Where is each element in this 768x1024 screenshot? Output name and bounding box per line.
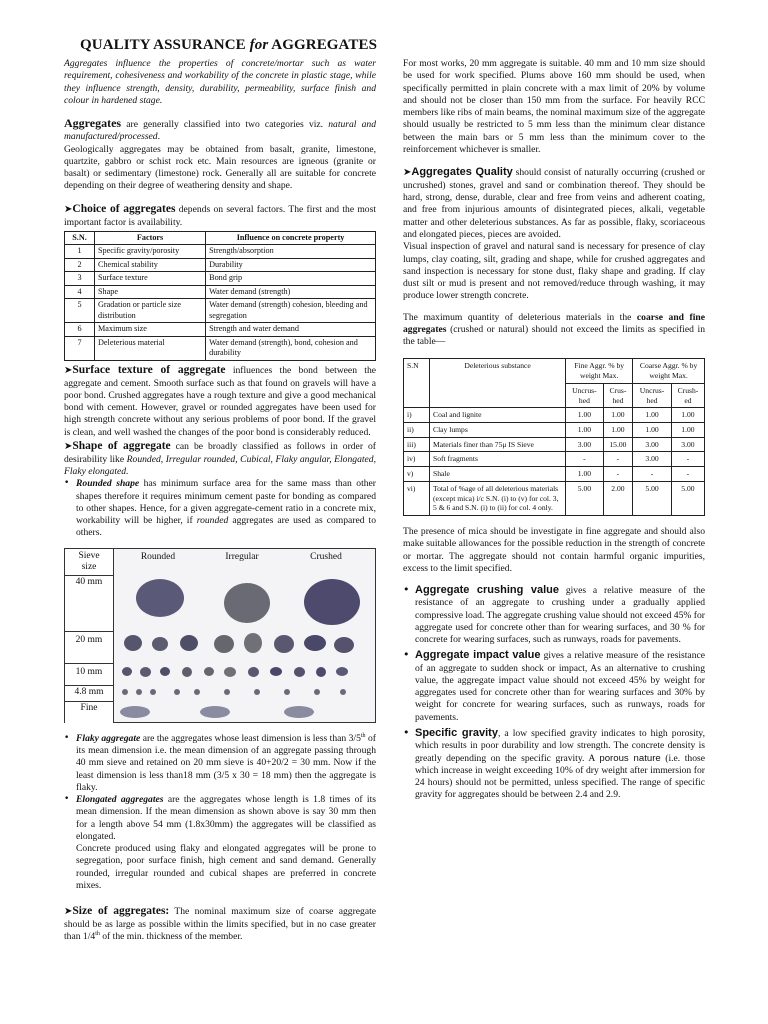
aggregate-stone	[180, 635, 198, 651]
flaky-text-end: of its mean dimension i.e. the mean dimension of an aggregate passing through 40 mm sieve and retained on 20 mm sieve is 40+20/2 = 30 mm. Now if the least dimension is less than18 mm (3/5 x 30 = 18 mm) then the aggregate is flaky.	[76, 732, 377, 793]
sieve-size-figure	[64, 548, 376, 723]
elongated-heading: Elongated aggregates	[76, 794, 164, 806]
title-for: for	[249, 37, 269, 53]
table-cell: vi)	[404, 481, 430, 515]
deleterious-text: The maximum quantity of deleterious materials in the	[403, 311, 637, 323]
aggregates-heading: Aggregates	[64, 116, 122, 131]
choice-paragraph	[64, 202, 376, 229]
aggregates-text-end: .	[157, 131, 161, 143]
table-cell: 1.00	[603, 422, 633, 437]
aggregate-stone	[274, 635, 294, 653]
deleterious-paragraph	[403, 312, 705, 349]
col-crushed-header: Crushed	[310, 551, 342, 562]
arrow-icon: ➤	[403, 167, 412, 179]
size-heading: Size of aggregates:	[72, 905, 170, 918]
aggregates-text: are generally classified into two categories viz.	[121, 119, 329, 131]
deleterious-text-end: (crushed or natural) should not exceed the limits as specified in the table—	[403, 323, 705, 348]
table-cell: 5.00	[633, 481, 672, 515]
arrow-icon: ➤	[64, 906, 73, 918]
aggregate-stone	[254, 689, 260, 695]
deleterious-bold: coarse and fine aggregates	[403, 311, 706, 335]
table-cell: 3	[65, 272, 95, 286]
gravity-porous: porous nature	[599, 752, 661, 764]
shape-paragraph	[64, 439, 376, 478]
factors-header-cell: S.N.	[65, 231, 95, 245]
table-cell: Surface texture	[95, 272, 206, 286]
table-row	[404, 437, 705, 452]
aggregate-stone	[214, 635, 234, 653]
table-cell: i)	[404, 408, 430, 423]
table-cell: 1.00	[603, 408, 633, 423]
left-column	[64, 28, 376, 944]
aggregate-stone	[304, 635, 326, 651]
table-cell: Water demand (strength) cohesion, bleeding and segregation	[206, 299, 376, 323]
aggregate-stone	[224, 689, 230, 695]
table-row	[65, 258, 376, 272]
row-fine-label: Fine	[65, 701, 113, 723]
aggregate-stone	[304, 579, 360, 625]
aggregate-stone	[124, 635, 142, 651]
table-cell: 6	[65, 323, 95, 337]
table-cell: 3.00	[566, 437, 604, 452]
table-cell: 1.00	[671, 422, 704, 437]
size-text: The nominal maximum size of coarse aggregate should be as large as possible within the limits specified, but in no case greater than 1/4	[64, 906, 376, 943]
intro-paragraph: Aggregates influence the properties of concrete/mortar such as water requirement, cohesiveness and workability of the concrete in plastic stage, while they influence strength, density, durability, permeability, surface finish and colour in hardened stage.	[64, 58, 376, 106]
flaky-bullet	[64, 733, 376, 795]
gravity-heading: Specific gravity	[415, 726, 498, 739]
aggregate-stone	[244, 633, 262, 653]
aggregate-stone	[136, 689, 142, 695]
table-cell: Durability	[206, 258, 376, 272]
table-cell: 2	[65, 258, 95, 272]
aggregate-stone	[204, 667, 214, 676]
table-row	[65, 323, 376, 337]
texture-text: influences the bond between the aggregate and cement. Smooth surface such as that found on gravels will have a poor bond. Crushed aggregates have a rough texture and give a good mechanical bond with cement. However, gravel or rounded aggregates have been used for high strength concrete without any serious problems of poor bond. If the gravel is clean, and well washed the changes of the poor bond is considerably reduced.	[64, 364, 376, 438]
table-cell: Clay lumps	[430, 422, 566, 437]
table-cell: 5	[65, 299, 95, 323]
gravity-text-end: (i.e. those which increase in weight exceeding 10% of dry weight after immersion for 24 hours) should not be permitted, unless specified. The range of specific gravity for aggregates should be between 2.4 and 2.9.	[415, 752, 706, 801]
table-cell: Maximum size	[95, 323, 206, 337]
table-cell: -	[671, 467, 704, 482]
choice-text: depends on several factors. The first and the most important factor is availability.	[64, 203, 377, 228]
crushing-text: gives a relative measure of the resistance of an aggregate to crushing under a gradually applied compressive load. The aggregate crushing value should not exceed 45% for aggregate used for concrete other than for wearing surfaces, and 30 % for concrete for wearing surfaces, such as runways, roads for pavements.	[415, 585, 705, 646]
table-cell: 15.00	[603, 437, 633, 452]
table-cell: Water demand (strength)	[206, 285, 376, 299]
aggregate-stone	[294, 667, 305, 677]
concrete-produced-paragraph: Concrete produced using flaky and elongated aggregates will be prone to segregation, poor surface finish, high cement and sand demand. Generally rounded, irregular rounded and cubical shapes are preferred in concrete mixes.	[76, 843, 376, 891]
table-cell: Specific gravity/porosity	[95, 245, 206, 259]
table-cell: -	[671, 452, 704, 467]
del-body	[404, 408, 705, 516]
size-text-end: of the min. thickness of the member.	[99, 931, 243, 943]
rounded-italic: rounded	[196, 515, 229, 527]
aggregate-photo	[113, 549, 375, 722]
table-cell: 3.00	[671, 437, 704, 452]
size-paragraph	[64, 904, 376, 944]
aggregate-stone	[122, 689, 128, 695]
sieve-header-line2: size	[81, 561, 97, 572]
col-rounded-header: Rounded	[140, 551, 176, 562]
aggregate-stone	[224, 583, 270, 623]
del-subheader-cell: Uncrus-hed	[633, 383, 672, 407]
flaky-text: are the aggregates whose least dimension is less than 3/5	[140, 732, 361, 744]
aggregate-stone	[224, 667, 236, 677]
del-header-fine: Fine Aggr. % by weight Max.	[566, 359, 633, 383]
arrow-icon: ➤	[64, 440, 73, 452]
texture-paragraph	[64, 363, 376, 439]
factors-header-cell: Factors	[95, 231, 206, 245]
table-cell: 7	[65, 336, 95, 360]
title-end: AGGREGATES	[268, 37, 378, 53]
aggregate-stone	[248, 667, 259, 677]
elongated-bullet	[64, 794, 376, 843]
aggregate-stone	[120, 706, 150, 718]
rounded-bullet	[64, 478, 376, 539]
geologically-paragraph: Geologically aggregates may be obtained from basalt, granite, limestone, quartzite, gabbro or schist rock etc. Main resources are igneous (granite or basalt) or sedimentary (limestone) rock. Generally all are suitable for concrete depending on their degree of weathering density and shape.	[64, 143, 376, 192]
factors-header-cell: Influence on concrete property	[206, 231, 376, 245]
aggregate-stone	[140, 667, 151, 677]
right-intro-paragraph: For most works, 20 mm aggregate is suitable. 40 mm and 10 mm size should be used for work specified. Plums above 160 mm should be used, when specifically permitted in plain concrete with a max limit of 20% by volume and should not be closer than 150 mm from the surface. For heavily RCC members like ribs of main beams, the nominal maximum size of the aggregate should usually be restricted to 5 mm less than the minimum clear distance between the main bars or 5 mm less than the minimum cover to the reinforcement whichever is smaller.	[403, 58, 705, 155]
impact-bullet	[403, 648, 705, 724]
arrow-icon: ➤	[64, 203, 73, 215]
table-cell: 1.00	[671, 408, 704, 423]
table-row	[404, 481, 705, 515]
rounded-text: has minimum surface area for the same mass than other shapes therefore it requires minimum cement paste for bonding as compared to other shapes. Hence, for a given aggregate-cement ratio in a concrete mix, workability will be higher, if	[76, 478, 376, 527]
del-header-row	[404, 359, 705, 383]
table-row	[404, 422, 705, 437]
table-cell: Water demand (strength), bond, cohesion and durability	[206, 336, 376, 360]
table-row	[65, 245, 376, 259]
title-main: QUALITY ASSURANCE	[80, 37, 250, 53]
aggregate-stone	[334, 637, 354, 653]
aggregate-stone	[182, 667, 192, 677]
table-row	[404, 408, 705, 423]
table-cell: Gradation or particle size distribution	[95, 299, 206, 323]
rounded-heading: Rounded shape	[76, 478, 140, 490]
mica-paragraph: The presence of mica should be investigate in fine aggregate and should also make suitable allowances for the possible reduction in the strength of concrete or mortar. The aggregate should not contain harmful organic impurities, excess to the limit specified.	[403, 526, 705, 574]
table-cell: 5.00	[566, 481, 604, 515]
aggregate-stone	[160, 667, 170, 676]
table-cell: 3.00	[633, 452, 672, 467]
aggregate-stone	[284, 706, 314, 718]
del-header-substance: Deleterious substance	[430, 359, 566, 408]
table-cell: Total of %age of all deleterious materials (except mica) i/c S.N. (i) to (v) for col. 3, 5 & 6 and S.N. (i) to (ii) for col. 4 only.	[430, 481, 566, 515]
table-cell: Coal and lignite	[430, 408, 566, 423]
deleterious-table	[403, 358, 705, 516]
col-irregular-header: Irregular	[225, 551, 259, 562]
table-cell: 1.00	[633, 422, 672, 437]
table-cell: 1	[65, 245, 95, 259]
gravity-bullet	[403, 726, 705, 802]
shape-text: can be broadly classified as follows in order of desirability like	[64, 440, 376, 465]
aggregates-italic: natural and manufactured/processed	[64, 119, 377, 143]
table-cell: Shape	[95, 285, 206, 299]
table-cell: 1.00	[566, 467, 604, 482]
crushing-bullet	[403, 583, 705, 646]
table-row	[65, 285, 376, 299]
arrow-icon: ➤	[64, 364, 73, 376]
size-sup: th	[95, 931, 100, 938]
shape-italic: Rounded, Irregular rounded, Cubical, Flaky angular, Elongated, Flaky elongated.	[64, 453, 376, 477]
del-header-sn: S.N	[404, 359, 430, 408]
row-10mm-label: 10 mm	[65, 663, 113, 685]
factors-table	[64, 231, 376, 361]
aggregate-stone	[340, 689, 346, 695]
table-row	[404, 467, 705, 482]
visual-inspection-paragraph: Visual inspection of gravel and natural sand is necessary for presence of clay lumps, clay coating, silt, grading and shape, while for crushed aggregates and sand inspection is necessary for stone dust, flaky shape and grading. If clay dust silt or mud is present and not removed/reduce through washing, it may produce lower strength concrete.	[403, 241, 705, 302]
del-subheader-cell: Crush-ed	[671, 383, 704, 407]
table-cell: 1.00	[566, 422, 604, 437]
aggregate-stone	[174, 689, 180, 695]
table-cell: ii)	[404, 422, 430, 437]
sieve-size-header	[65, 551, 113, 574]
table-cell: v)	[404, 467, 430, 482]
table-cell: iii)	[404, 437, 430, 452]
aggregate-stone	[122, 667, 132, 676]
table-cell: Strength/absorption	[206, 245, 376, 259]
table-row	[65, 272, 376, 286]
flaky-heading: Flaky aggregate	[76, 732, 141, 744]
shape-heading: Shape of aggregate	[72, 439, 171, 452]
table-row	[404, 452, 705, 467]
table-cell: 3.00	[633, 437, 672, 452]
aggregate-stone	[336, 667, 348, 676]
crushing-heading: Aggregate crushing value	[415, 584, 559, 597]
table-cell: Chemical stability	[95, 258, 206, 272]
aggregate-stone	[314, 689, 320, 695]
table-cell: Shale	[430, 467, 566, 482]
aggregate-stone	[200, 706, 230, 718]
quality-heading: Aggregates Quality	[411, 166, 513, 179]
row-20mm-label: 20 mm	[65, 631, 113, 663]
table-cell: Materials finer than 75μ IS Sieve	[430, 437, 566, 452]
table-cell: 1.00	[633, 408, 672, 423]
quality-text: should consist of naturally occurring (crushed or uncrushed) stones, gravel and sand or combination thereof. They should be hard, strong, dense, durable, clear and free from veins and adherent coating, and free from injurious amounts of disintegrated pieces, alkali, vegetable matter and other deleterious substances. As far as possible, flaky, scoriaceous and elongated pieces, pieces are avoided.	[403, 167, 705, 240]
table-cell: Deleterious material	[95, 336, 206, 360]
table-cell: 2.00	[603, 481, 633, 515]
choice-heading: Choice of aggregates	[72, 202, 176, 215]
impact-heading: Aggregate impact value	[415, 649, 541, 662]
del-header-coarse: Coarse Aggr. % by weight Max.	[633, 359, 705, 383]
texture-heading: Surface texture of aggregate	[72, 363, 226, 376]
aggregate-stone	[316, 667, 326, 677]
table-cell: 1.00	[566, 408, 604, 423]
row-40mm-label: 40 mm	[65, 575, 113, 631]
table-row	[65, 336, 376, 360]
flaky-sup: th	[360, 732, 366, 739]
table-cell: -	[603, 467, 633, 482]
aggregate-stone	[150, 689, 156, 695]
factors-header-row	[65, 231, 376, 245]
table-row	[65, 299, 376, 323]
table-cell: iv)	[404, 452, 430, 467]
impact-text: gives a relative measure of the resistance of an aggregate to sudden shock or impact, As an alternative to crushing value, the aggregate impact value should not exceed 45% by weight for aggregates used for concrete other than for wearing surfaces and 30% by weight for concrete for wearing surfaces, such as runways, roads for pavements.	[415, 650, 706, 723]
aggregate-stone	[194, 689, 200, 695]
table-cell: Strength and water demand	[206, 323, 376, 337]
row-4-8mm-label: 4.8 mm	[65, 685, 113, 701]
table-cell: -	[566, 452, 604, 467]
aggregates-paragraph	[64, 116, 376, 144]
del-subheader-cell: Uncrus-hed	[566, 383, 604, 407]
table-cell: -	[603, 452, 633, 467]
table-cell: -	[633, 467, 672, 482]
aggregate-stone	[284, 689, 290, 695]
aggregate-stone	[152, 637, 168, 651]
del-subheader-cell: Crus-hed	[603, 383, 633, 407]
factors-body	[65, 245, 376, 361]
table-cell: 4	[65, 285, 95, 299]
table-cell: 5.00	[671, 481, 704, 515]
gravity-text: , a low specified gravity indicates to high porosity, which results in poor durability and low strength. The concrete density is greatly depending on the specific gravity. A	[415, 727, 705, 764]
aggregate-stone	[136, 579, 184, 617]
aggregate-stone	[270, 667, 282, 676]
rounded-text-end: aggregates are used as compared to others.	[76, 515, 377, 539]
right-column	[403, 58, 705, 802]
table-cell: Bond grip	[206, 272, 376, 286]
elongated-text: are the aggregates whose length is 1.8 times of its mean dimension. If the mean dimension as shown above is say 30 mm then for a length above 54 mm (1.8x30mm) the aggregates will be classified as elongated.	[76, 794, 376, 842]
sieve-header-line1: Sieve	[78, 550, 100, 561]
quality-paragraph	[403, 165, 705, 241]
table-cell: Soft fragments	[430, 452, 566, 467]
